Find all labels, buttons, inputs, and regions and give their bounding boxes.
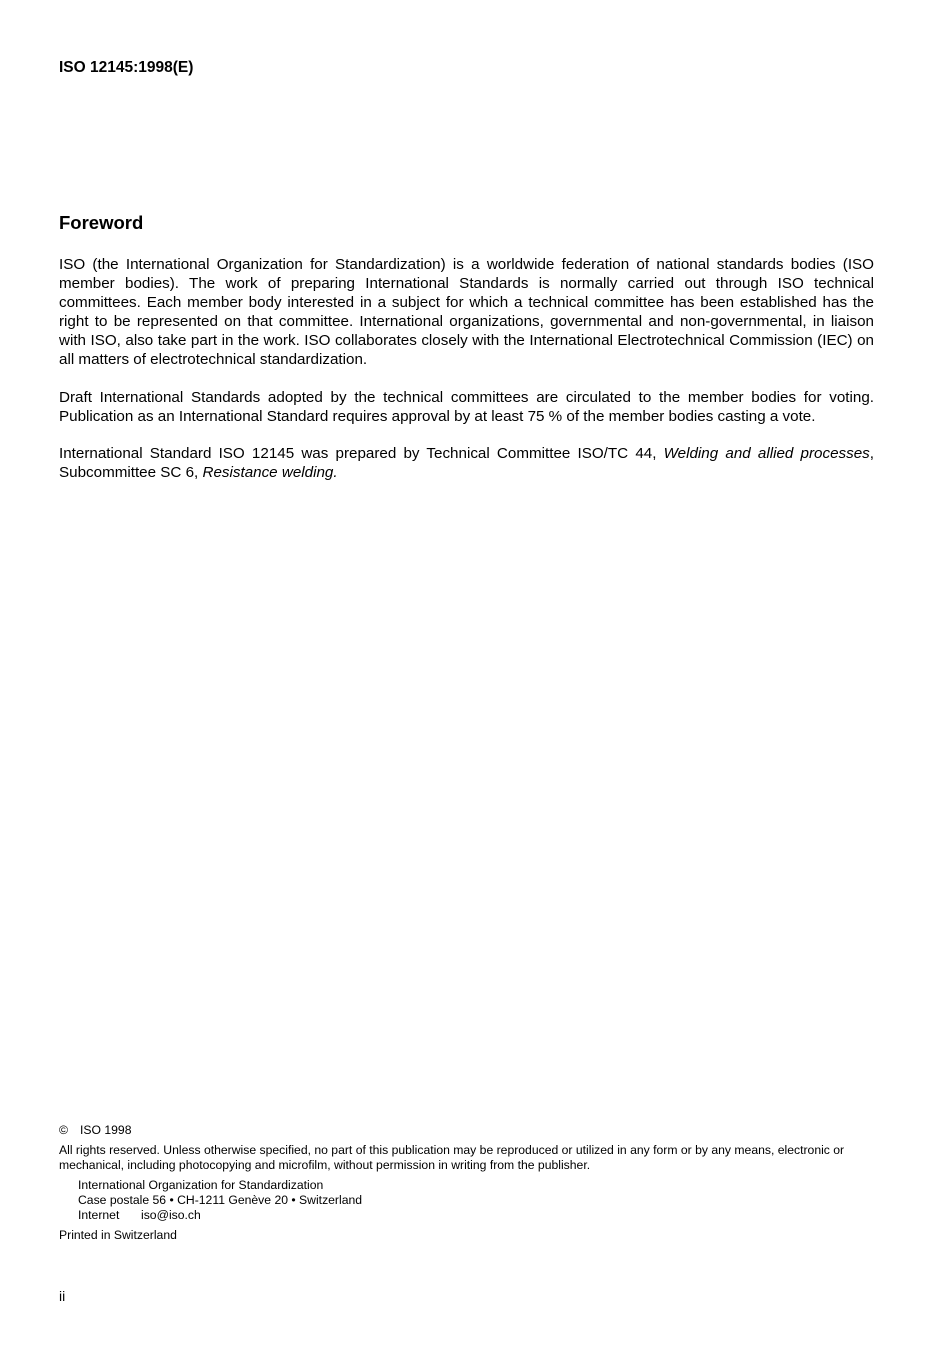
subcommittee-title: Resistance welding. bbox=[202, 464, 338, 481]
internet-label: Internet bbox=[78, 1208, 120, 1222]
foreword-paragraph-1: ISO (the International Organization for Standardization) is a worldwide federation of national standards bodies (ISO member bodies). The work of preparing International Standards is normally carried out through ISO technical committees. Each member body interested in a subject for which a technical committee has been established has the right to be represented on that committee. International organizations, governmental and non-governmental, in liaison with ISO, also take part in the work. ISO collaborates closely with the International Electrotechnical Commission (IEC) on all matters of electrotechnical standardization. bbox=[59, 256, 874, 368]
internet-line bbox=[78, 1208, 879, 1223]
copyright-icon: © bbox=[59, 1123, 68, 1137]
copyright-year: ISO 1998 bbox=[80, 1123, 132, 1137]
rights-notice: All rights reserved. Unless otherwise specified, no part of this publication may be reproduced or utilized in any form or by any means, electronic or mechanical, including photocopying and microfilm, without permission in writing from the publisher. bbox=[59, 1143, 845, 1172]
paragraph-3-text-a: International Standard ISO 12145 was prepared by Technical Committee ISO/TC 44, bbox=[59, 445, 664, 462]
paragraph-3-text-c: , Subcommittee SC 6, bbox=[59, 445, 874, 481]
foreword-paragraph-2: Draft International Standards adopted by the technical committees are circulated to the member bodies for voting. Publication as an International Standard requires approval by at least 75 % of the member bodies casting a vote. bbox=[59, 389, 874, 425]
publisher-address bbox=[78, 1178, 879, 1223]
copyright-block bbox=[59, 1123, 879, 1243]
copyright-line bbox=[59, 1123, 879, 1138]
printed-location: Printed in Switzerland bbox=[59, 1228, 177, 1242]
document-id: ISO 12145:1998(E) bbox=[59, 59, 194, 76]
page-number: ii bbox=[59, 1288, 66, 1304]
internet-email: iso@iso.ch bbox=[141, 1208, 201, 1222]
publisher-name: International Organization for Standardization bbox=[78, 1178, 324, 1192]
committee-title: Welding and allied processes bbox=[663, 445, 870, 462]
postal-address: Case postale 56 • CH-1211 Genève 20 • Switzerland bbox=[78, 1193, 363, 1207]
foreword-paragraph-3 bbox=[59, 444, 874, 482]
foreword-heading: Foreword bbox=[59, 212, 144, 233]
